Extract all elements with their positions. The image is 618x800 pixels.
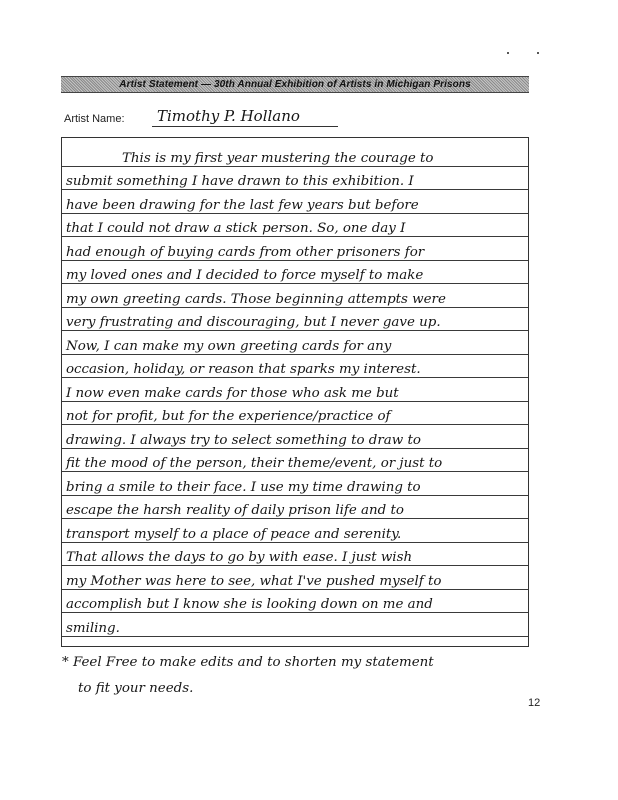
statement-line: not for profit, but for the experience/practice of [66, 409, 391, 424]
statement-line: my Mother was here to see, what I've pushed myself to [66, 574, 442, 589]
statement-line: Now, I can make my own greeting cards for any [66, 339, 392, 354]
statement-line: very frustrating and discouraging, but I never gave up. [66, 315, 441, 330]
statement-line: submit something I have drawn to this exhibition. I [66, 174, 414, 189]
statement-line: bring a smile to their face. I use my time drawing to [66, 480, 421, 495]
statement-line: my loved ones and I decided to force myself to make [66, 268, 424, 283]
statement-line: I now even make cards for those who ask me but [66, 386, 399, 401]
statement-line: drawing. I always try to select something to draw to [66, 433, 421, 448]
statement-line: have been drawing for the last few years but before [66, 198, 419, 213]
scan-speck [507, 52, 509, 54]
note-line: to fit your needs. [78, 681, 194, 696]
note-line: * Feel Free to make edits and to shorten my statement [62, 655, 434, 670]
scan-speck [537, 52, 539, 54]
statement-line: had enough of buying cards from other prisoners for [66, 245, 425, 260]
statement-line: occasion, holiday, or reason that sparks my interest. [66, 362, 421, 377]
statement-line: that I could not draw a stick person. So, one day I [66, 221, 406, 236]
statement-line: This is my first year mustering the courage to [122, 151, 434, 166]
header-title: Artist Statement — 30th Annual Exhibition of Artists in Michigan Prisons [119, 79, 471, 90]
statement-line: my own greeting cards. Those beginning attempts were [66, 292, 446, 307]
artist-name-underline [152, 126, 338, 127]
statement-line: escape the harsh reality of daily prison life and to [66, 503, 404, 518]
page-number: 12 [528, 697, 541, 709]
artist-name-label: Artist Name: [64, 113, 125, 125]
statement-line: fit the mood of the person, their theme/event, or just to [66, 456, 443, 471]
statement-line: That allows the days to go by with ease. I just wish [66, 550, 413, 565]
statement-line: smiling. [66, 621, 120, 636]
header-bar [61, 76, 529, 93]
artist-name-value: Timothy P. Hollano [157, 107, 300, 125]
statement-line: accomplish but I know she is looking down on me and [66, 597, 433, 612]
statement-line: transport myself to a place of peace and serenity. [66, 527, 402, 542]
artist-name-row [64, 108, 364, 130]
